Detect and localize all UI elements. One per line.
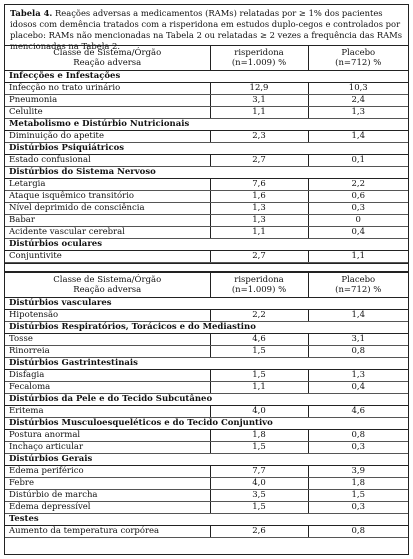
reaction-name: Diminuição do apetite xyxy=(5,131,210,143)
table-2-body xyxy=(5,298,408,538)
category-row xyxy=(5,239,408,251)
header-placebo: Placebo (n=712) % xyxy=(308,46,408,71)
table-row xyxy=(5,466,408,478)
category-label: Distúrbios do Sistema Nervoso xyxy=(5,167,408,179)
table-row xyxy=(5,131,408,143)
table-row xyxy=(5,382,408,394)
table-row xyxy=(5,502,408,514)
risperidona-value: 1,8 xyxy=(210,430,308,442)
header-system-class: Classe de Sistema/Órgão Reação adversa xyxy=(5,273,210,298)
category-label: Testes xyxy=(5,514,408,526)
risperidona-value: 12,9 xyxy=(210,83,308,95)
risperidona-value: 1,1 xyxy=(210,227,308,239)
reaction-name: Infecção no trato urinário xyxy=(5,83,210,95)
placebo-value: 0,8 xyxy=(308,430,408,442)
category-label: Distúrbios Psiquiátricos xyxy=(5,143,408,155)
placebo-value: 4,6 xyxy=(308,406,408,418)
risperidona-value: 4,0 xyxy=(210,406,308,418)
risperidona-value: 1,3 xyxy=(210,215,308,227)
placebo-value: 3,9 xyxy=(308,466,408,478)
header-placebo: Placebo (n=712) % xyxy=(308,273,408,298)
reaction-name: Edema periférico xyxy=(5,466,210,478)
reaction-name: Fecaloma xyxy=(5,382,210,394)
category-label: Distúrbios Musculoesqueléticos e do Tecido Conjuntivo xyxy=(5,418,408,430)
adverse-reactions-table-1 xyxy=(5,45,408,263)
reaction-name: Distúrbio de marcha xyxy=(5,490,210,502)
reaction-name: Disfagia xyxy=(5,370,210,382)
category-label: Distúrbios da Pele e do Tecido Subcutâneo xyxy=(5,394,408,406)
table-row xyxy=(5,490,408,502)
caption-label: Tabela 4. xyxy=(10,8,53,18)
caption-text: Reações adversas a medicamentos (RAMs) relatadas por ≥ 1% dos pacientes idosos com demência tratados com a risperidona em estudos duplo-cegos e controlados por placebo: RAMs não mencionadas na Tabela 2 ou relatadas ≥ 2 vezes a frequência das RAMs mencionadas na Tabela 2. xyxy=(10,8,403,51)
placebo-value: 1,1 xyxy=(308,251,408,263)
risperidona-value: 4,6 xyxy=(210,334,308,346)
table-row xyxy=(5,179,408,191)
risperidona-value: 1,5 xyxy=(210,502,308,514)
category-label: Distúrbios oculares xyxy=(5,239,408,251)
reaction-name: Tosse xyxy=(5,334,210,346)
placebo-value: 3,1 xyxy=(308,334,408,346)
table-row xyxy=(5,478,408,490)
table-row xyxy=(5,406,408,418)
reaction-name: Febre xyxy=(5,478,210,490)
category-row xyxy=(5,454,408,466)
risperidona-value: 2,7 xyxy=(210,155,308,167)
placebo-value: 0,3 xyxy=(308,442,408,454)
risperidona-value: 1,1 xyxy=(210,382,308,394)
reaction-name: Edema depressível xyxy=(5,502,210,514)
placebo-value: 1,3 xyxy=(308,370,408,382)
risperidona-value: 7,6 xyxy=(210,179,308,191)
reaction-name: Postura anormal xyxy=(5,430,210,442)
reaction-name: Conjuntivite xyxy=(5,251,210,263)
reaction-name: Letargia xyxy=(5,179,210,191)
reaction-name: Celulite xyxy=(5,107,210,119)
category-row xyxy=(5,143,408,155)
placebo-value: 0,8 xyxy=(308,346,408,358)
category-label: Distúrbios Gerais xyxy=(5,454,408,466)
category-row xyxy=(5,167,408,179)
reaction-name: Aumento da temperatura corpórea xyxy=(5,526,210,538)
category-label: Distúrbios Respiratórios, Torácicos e do Mediastino xyxy=(5,322,408,334)
reaction-name: Estado confusional xyxy=(5,155,210,167)
placebo-value: 0,1 xyxy=(308,155,408,167)
category-row xyxy=(5,71,408,83)
table-1-body xyxy=(5,71,408,263)
table-row xyxy=(5,310,408,322)
table-row xyxy=(5,251,408,263)
placebo-value: 0 xyxy=(308,215,408,227)
reaction-name: Ataque isquêmico transitório xyxy=(5,191,210,203)
table-row xyxy=(5,191,408,203)
category-row xyxy=(5,119,408,131)
placebo-value: 0,3 xyxy=(308,502,408,514)
table-separator xyxy=(5,263,408,272)
placebo-value: 1,5 xyxy=(308,490,408,502)
table-frame xyxy=(4,4,409,555)
risperidona-value: 3,5 xyxy=(210,490,308,502)
category-row xyxy=(5,298,408,310)
table-row xyxy=(5,155,408,167)
risperidona-value: 4,0 xyxy=(210,478,308,490)
placebo-value: 0,6 xyxy=(308,191,408,203)
risperidona-value: 2,6 xyxy=(210,526,308,538)
risperidona-value: 1,5 xyxy=(210,370,308,382)
placebo-value: 1,4 xyxy=(308,310,408,322)
category-row xyxy=(5,394,408,406)
header-system-class: Classe de Sistema/Órgão Reação adversa xyxy=(5,46,210,71)
risperidona-value: 1,6 xyxy=(210,191,308,203)
table-header xyxy=(5,46,408,71)
category-row xyxy=(5,322,408,334)
placebo-value: 10,3 xyxy=(308,83,408,95)
table-row xyxy=(5,442,408,454)
risperidona-value: 7,7 xyxy=(210,466,308,478)
table-row xyxy=(5,346,408,358)
category-row xyxy=(5,358,408,370)
reaction-name: Rinorreia xyxy=(5,346,210,358)
placebo-value: 1,4 xyxy=(308,131,408,143)
table-row xyxy=(5,83,408,95)
risperidona-value: 1,1 xyxy=(210,107,308,119)
table-row xyxy=(5,370,408,382)
reaction-name: Nível deprimido de consciência xyxy=(5,203,210,215)
header-risperidona: risperidona (n=1.009) % xyxy=(210,46,308,71)
table-row xyxy=(5,334,408,346)
table-caption xyxy=(5,5,408,51)
reaction-name: Babar xyxy=(5,215,210,227)
risperidona-value: 2,7 xyxy=(210,251,308,263)
risperidona-value: 1,5 xyxy=(210,442,308,454)
category-label: Distúrbios vasculares xyxy=(5,298,408,310)
risperidona-value: 2,3 xyxy=(210,131,308,143)
placebo-value: 0,3 xyxy=(308,203,408,215)
placebo-value: 0,8 xyxy=(308,526,408,538)
reaction-name: Acidente vascular cerebral xyxy=(5,227,210,239)
risperidona-value: 1,3 xyxy=(210,203,308,215)
category-label: Distúrbios Gastrintestinais xyxy=(5,358,408,370)
reaction-name: Inchaço articular xyxy=(5,442,210,454)
table-row xyxy=(5,215,408,227)
table-row xyxy=(5,227,408,239)
table-row xyxy=(5,526,408,538)
table-row xyxy=(5,430,408,442)
reaction-name: Eritema xyxy=(5,406,210,418)
placebo-value: 1,8 xyxy=(308,478,408,490)
reaction-name: Hipotensão xyxy=(5,310,210,322)
risperidona-value: 2,2 xyxy=(210,310,308,322)
category-row xyxy=(5,418,408,430)
table-row xyxy=(5,95,408,107)
category-row xyxy=(5,514,408,526)
category-label: Infecções e Infestações xyxy=(5,71,408,83)
category-label: Metabolismo e Distúrbio Nutricionais xyxy=(5,119,408,131)
placebo-value: 0,4 xyxy=(308,227,408,239)
risperidona-value: 1,5 xyxy=(210,346,308,358)
adverse-reactions-table-2 xyxy=(5,272,408,538)
header-risperidona: risperidona (n=1.009) % xyxy=(210,273,308,298)
table-row xyxy=(5,107,408,119)
placebo-value: 2,2 xyxy=(308,179,408,191)
table-row xyxy=(5,203,408,215)
placebo-value: 2,4 xyxy=(308,95,408,107)
table-header xyxy=(5,273,408,298)
placebo-value: 0,4 xyxy=(308,382,408,394)
reaction-name: Pneumonia xyxy=(5,95,210,107)
risperidona-value: 3,1 xyxy=(210,95,308,107)
placebo-value: 1,3 xyxy=(308,107,408,119)
